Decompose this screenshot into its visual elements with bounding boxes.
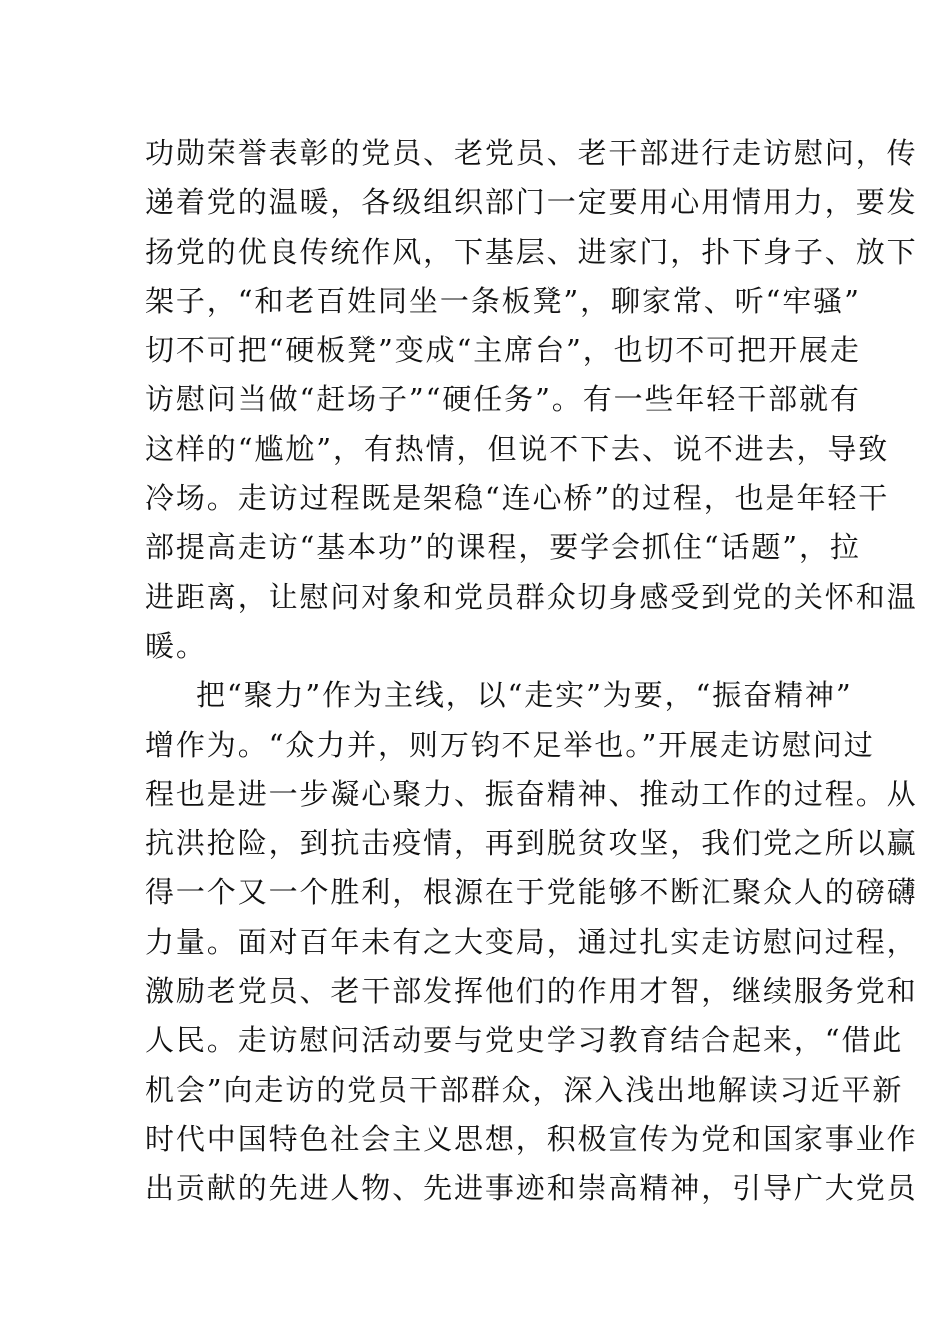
paragraph-1-line: 部提高走访“基本功”的课程，要学会抓住“话题”，拉 [145,530,861,565]
paragraph-2-line: 激励老党员、老干部发挥他们的作用才智，继续服务党和 [145,974,918,1009]
paragraph-2-line: 抗洪抢险，到抗击疫情，再到脱贫攻坚，我们党之所以赢 [145,826,918,861]
paragraph-2-line: 机会”向走访的党员干部群众，深入浅出地解读习近平新 [145,1072,904,1107]
paragraph-1-line: 功勋荣誉表彰的党员、老党员、老干部进行走访慰问，传 [145,136,918,170]
paragraph-2-line: 程也是进一步凝心聚力、振奋精神、推动工作的过程。从 [145,776,918,811]
paragraph-2-line: 时代中国特色社会主义思想，积极宣传为党和国家事业作 [145,1121,918,1156]
paragraph-1-line: 冷场。走访过程既是架稳“连心桥”的过程，也是年轻干 [145,481,890,516]
paragraph-1-line: 递着党的温暖，各级组织部门一定要用心用情用力，要发 [145,185,918,220]
paragraph-2-line: 增作为。“众力并，则万钧不足举也。”开展走访慰问过 [145,727,875,762]
paragraph-2-first-line: 把“聚力”作为主线，以“走实”为要，“振奋精神” [196,678,853,713]
body-text [145,129,918,1214]
paragraph-2-line: 人民。走访慰问活动要与党史学习教育结合起来，“借此 [145,1023,904,1058]
paragraph-1-line: 这样的“尴尬”，有热情，但说不下去、说不进去，导致 [145,431,890,466]
paragraph-1-line: 暖。 [145,628,207,663]
paragraph-1-line: 扬党的优良传统作风，下基层、进家门，扑下身子、放下 [145,234,918,269]
paragraph-2-line: 出贡献的先进人物、先进事迹和崇高精神，引导广大党员 [145,1171,918,1206]
paragraph-2-line: 得一个又一个胜利，根源在于党能够不断汇聚众人的磅礴 [145,875,918,910]
paragraph-1-line: 进距离，让慰问对象和党员群众切身感受到党的关怀和温 [145,579,918,614]
paragraph-1-line: 架子，“和老百姓同坐一条板凳”，聊家常、听“牢骚” [145,283,861,318]
paragraph-2-line: 力量。面对百年未有之大变局，通过扎实走访慰问过程， [145,924,918,959]
paragraph-1-line: 切不可把“硬板凳”变成“主席台”，也切不可把开展走 [145,333,861,368]
paragraph-1-line: 访慰问当做“赶场子”“硬任务”。有一些年轻干部就有 [145,382,861,417]
